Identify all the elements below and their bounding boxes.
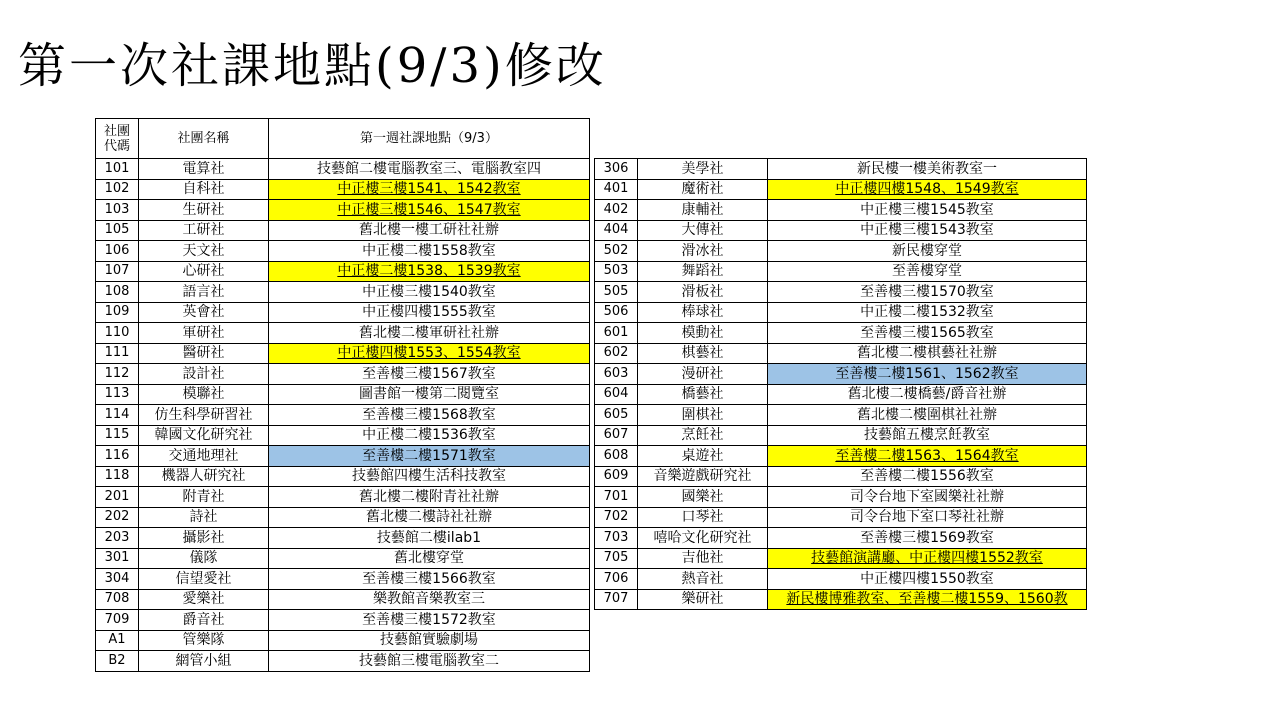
- club-location: 司令台地下室國樂社社辦: [768, 487, 1087, 508]
- table-row: [96, 487, 590, 508]
- club-location: 至善樓三樓1566教室: [269, 569, 590, 590]
- club-location: 中正樓三樓1545教室: [768, 200, 1087, 221]
- table-row: [96, 220, 590, 241]
- club-code: 404: [595, 220, 638, 241]
- table-row: [595, 179, 1087, 200]
- club-code: 112: [96, 364, 139, 385]
- club-location: 舊北樓二樓橋藝/爵音社辦: [768, 384, 1087, 405]
- club-name: 韓國文化研究社: [139, 425, 269, 446]
- club-name: 詩社: [139, 507, 269, 528]
- club-name: 網管小組: [139, 651, 269, 672]
- table-row: [595, 487, 1087, 508]
- table-row: [595, 343, 1087, 364]
- table-row: [96, 610, 590, 631]
- club-code: 203: [96, 528, 139, 549]
- club-code: 102: [96, 179, 139, 200]
- club-code: 609: [595, 466, 638, 487]
- club-location: 至善樓二樓1556教室: [768, 466, 1087, 487]
- club-location: 至善樓三樓1572教室: [269, 610, 590, 631]
- club-code: 304: [96, 569, 139, 590]
- club-location: 舊北樓一樓工研社社辦: [269, 220, 590, 241]
- club-location: 新民樓一樓美術教室一: [768, 159, 1087, 180]
- club-name: 愛樂社: [139, 589, 269, 610]
- club-code: A1: [96, 630, 139, 651]
- club-code: 602: [595, 343, 638, 364]
- club-location: 新民樓博雅教室、至善樓二樓1559、1560教: [768, 589, 1087, 610]
- club-name: 天文社: [139, 241, 269, 262]
- club-code: 111: [96, 343, 139, 364]
- club-location: 技藝館實驗劇場: [269, 630, 590, 651]
- table-row: [96, 548, 590, 569]
- club-code: 103: [96, 200, 139, 221]
- club-code: 306: [595, 159, 638, 180]
- club-location-table-left: [95, 118, 590, 672]
- club-code: 709: [96, 610, 139, 631]
- club-name: 機器人研究社: [139, 466, 269, 487]
- table-row: [595, 589, 1087, 610]
- table-row: [96, 241, 590, 262]
- club-name: 工研社: [139, 220, 269, 241]
- club-location: 圖書館一樓第二閱覽室: [269, 384, 590, 405]
- table-row: [96, 630, 590, 651]
- club-name: 烹飪社: [638, 425, 768, 446]
- club-code: 114: [96, 405, 139, 426]
- table-row: [96, 384, 590, 405]
- table-row: [96, 425, 590, 446]
- club-name: 英會社: [139, 302, 269, 323]
- table-row: [595, 200, 1087, 221]
- table-row: [96, 323, 590, 344]
- club-name: 棒球社: [638, 302, 768, 323]
- club-name: 大傳社: [638, 220, 768, 241]
- club-name: 嘻哈文化研究社: [638, 528, 768, 549]
- club-name: 舞蹈社: [638, 261, 768, 282]
- club-location: 至善樓三樓1565教室: [768, 323, 1087, 344]
- club-code: 506: [595, 302, 638, 323]
- table-row: [595, 466, 1087, 487]
- club-code: B2: [96, 651, 139, 672]
- club-code: 115: [96, 425, 139, 446]
- table-row: [595, 159, 1087, 180]
- club-code: 706: [595, 569, 638, 590]
- club-code: 708: [96, 589, 139, 610]
- club-name: 吉他社: [638, 548, 768, 569]
- club-location: 至善樓穿堂: [768, 261, 1087, 282]
- club-location: 舊北樓二樓軍研社社辦: [269, 323, 590, 344]
- club-name: 模聯社: [139, 384, 269, 405]
- club-name: 圍棋社: [638, 405, 768, 426]
- club-name: 樂研社: [638, 589, 768, 610]
- club-name: 橋藝社: [638, 384, 768, 405]
- club-name: 爵音社: [139, 610, 269, 631]
- club-location: 舊北樓二樓附青社社辦: [269, 487, 590, 508]
- table-row: [595, 528, 1087, 549]
- club-location: 舊北樓二樓圍棋社社辦: [768, 405, 1087, 426]
- club-name: 附青社: [139, 487, 269, 508]
- club-location: 中正樓四樓1550教室: [768, 569, 1087, 590]
- club-name: 國樂社: [638, 487, 768, 508]
- club-code: 601: [595, 323, 638, 344]
- table-row: [96, 507, 590, 528]
- club-name: 電算社: [139, 159, 269, 180]
- table-row: [96, 528, 590, 549]
- club-location: 中正樓二樓1532教室: [768, 302, 1087, 323]
- club-location: 舊北樓二樓詩社社辦: [269, 507, 590, 528]
- club-code: 607: [595, 425, 638, 446]
- table-row: [96, 589, 590, 610]
- table-row: [595, 302, 1087, 323]
- table-row: [595, 507, 1087, 528]
- club-code: 703: [595, 528, 638, 549]
- club-code: 402: [595, 200, 638, 221]
- club-name: 仿生科學研習社: [139, 405, 269, 426]
- table-row: [96, 569, 590, 590]
- table-row: [96, 261, 590, 282]
- club-name: 自科社: [139, 179, 269, 200]
- club-name: 棋藝社: [638, 343, 768, 364]
- table-row: [595, 569, 1087, 590]
- club-code: 503: [595, 261, 638, 282]
- club-code: 110: [96, 323, 139, 344]
- club-name: 交通地理社: [139, 446, 269, 467]
- club-code: 202: [96, 507, 139, 528]
- club-location: 舊北樓二樓棋藝社社辦: [768, 343, 1087, 364]
- table-row: [96, 651, 590, 672]
- club-name: 漫研社: [638, 364, 768, 385]
- club-code: 502: [595, 241, 638, 262]
- club-name: 醫研社: [139, 343, 269, 364]
- club-name: 滑冰社: [638, 241, 768, 262]
- club-code: 101: [96, 159, 139, 180]
- club-code: 605: [595, 405, 638, 426]
- club-location: 中正樓二樓1538、1539教室: [269, 261, 590, 282]
- club-name: 口琴社: [638, 507, 768, 528]
- club-name: 語言社: [139, 282, 269, 303]
- club-location: 中正樓三樓1541、1542教室: [269, 179, 590, 200]
- club-name: 設計社: [139, 364, 269, 385]
- club-code: 301: [96, 548, 139, 569]
- club-location: 技藝館二樓ilab1: [269, 528, 590, 549]
- slide-title: 第一次社課地點(9/3)修改: [18, 38, 607, 94]
- club-code: 603: [595, 364, 638, 385]
- club-location: 中正樓二樓1558教室: [269, 241, 590, 262]
- club-code: 118: [96, 466, 139, 487]
- club-code: 701: [595, 487, 638, 508]
- club-location: 中正樓三樓1540教室: [269, 282, 590, 303]
- club-name: 滑板社: [638, 282, 768, 303]
- club-name: 生研社: [139, 200, 269, 221]
- club-location: 技藝館演講廳、中正樓四樓1552教室: [768, 548, 1087, 569]
- table-row: [595, 241, 1087, 262]
- club-name: 心研社: [139, 261, 269, 282]
- table-row: [595, 261, 1087, 282]
- table-header-row: [96, 119, 590, 159]
- table-row: [595, 446, 1087, 467]
- club-code: 505: [595, 282, 638, 303]
- table-row: [595, 548, 1087, 569]
- club-location: 技藝館三樓電腦教室二: [269, 651, 590, 672]
- club-location: 至善樓三樓1568教室: [269, 405, 590, 426]
- club-name: 模動社: [638, 323, 768, 344]
- club-location: 技藝館五樓烹飪教室: [768, 425, 1087, 446]
- club-location: 至善樓三樓1570教室: [768, 282, 1087, 303]
- club-location: 中正樓三樓1543教室: [768, 220, 1087, 241]
- table-row: [96, 179, 590, 200]
- table-row: [595, 425, 1087, 446]
- table-row: [595, 323, 1087, 344]
- club-name: 軍研社: [139, 323, 269, 344]
- table-row: [96, 302, 590, 323]
- table-row: [595, 384, 1087, 405]
- club-code: 108: [96, 282, 139, 303]
- club-code: 702: [595, 507, 638, 528]
- club-name: 儀隊: [139, 548, 269, 569]
- club-location: 樂教館音樂教室三: [269, 589, 590, 610]
- club-location: 至善樓二樓1563、1564教室: [768, 446, 1087, 467]
- header-location: 第一週社課地點（9/3）: [269, 119, 590, 159]
- club-name: 攝影社: [139, 528, 269, 549]
- club-location: 中正樓二樓1536教室: [269, 425, 590, 446]
- header-name: 社團名稱: [139, 119, 269, 159]
- club-location: 中正樓四樓1548、1549教室: [768, 179, 1087, 200]
- table-row: [96, 466, 590, 487]
- club-code: 106: [96, 241, 139, 262]
- club-code: 109: [96, 302, 139, 323]
- club-code: 201: [96, 487, 139, 508]
- club-code: 107: [96, 261, 139, 282]
- table-row: [595, 282, 1087, 303]
- club-location: 中正樓四樓1553、1554教室: [269, 343, 590, 364]
- club-location: 技藝館四樓生活科技教室: [269, 466, 590, 487]
- table-row: [96, 282, 590, 303]
- club-location: 至善樓二樓1571教室: [269, 446, 590, 467]
- club-code: 608: [595, 446, 638, 467]
- club-name: 美學社: [638, 159, 768, 180]
- club-code: 705: [595, 548, 638, 569]
- table-row: [96, 446, 590, 467]
- club-location: 司令台地下室口琴社社辦: [768, 507, 1087, 528]
- table-row: [96, 364, 590, 385]
- club-name: 信望愛社: [139, 569, 269, 590]
- club-code: 116: [96, 446, 139, 467]
- club-name: 魔術社: [638, 179, 768, 200]
- club-location: 技藝館二樓電腦教室三、電腦教室四: [269, 159, 590, 180]
- table-row: [595, 220, 1087, 241]
- table-row: [96, 405, 590, 426]
- club-location: 中正樓三樓1546、1547教室: [269, 200, 590, 221]
- club-location: 新民樓穿堂: [768, 241, 1087, 262]
- club-location: 至善樓三樓1567教室: [269, 364, 590, 385]
- club-location: 至善樓三樓1569教室: [768, 528, 1087, 549]
- table-row: [595, 364, 1087, 385]
- header-code: 社團 代碼: [96, 119, 139, 159]
- table-row: [96, 159, 590, 180]
- club-location: 至善樓二樓1561、1562教室: [768, 364, 1087, 385]
- club-location: 中正樓四樓1555教室: [269, 302, 590, 323]
- club-name: 康輔社: [638, 200, 768, 221]
- club-location-table-right: [594, 158, 1087, 610]
- club-name: 管樂隊: [139, 630, 269, 651]
- club-code: 105: [96, 220, 139, 241]
- table-row: [595, 405, 1087, 426]
- club-code: 707: [595, 589, 638, 610]
- club-code: 604: [595, 384, 638, 405]
- club-code: 401: [595, 179, 638, 200]
- club-location: 舊北樓穿堂: [269, 548, 590, 569]
- club-name: 桌遊社: [638, 446, 768, 467]
- table-row: [96, 200, 590, 221]
- table-row: [96, 343, 590, 364]
- club-name: 熱音社: [638, 569, 768, 590]
- club-name: 音樂遊戲研究社: [638, 466, 768, 487]
- club-code: 113: [96, 384, 139, 405]
